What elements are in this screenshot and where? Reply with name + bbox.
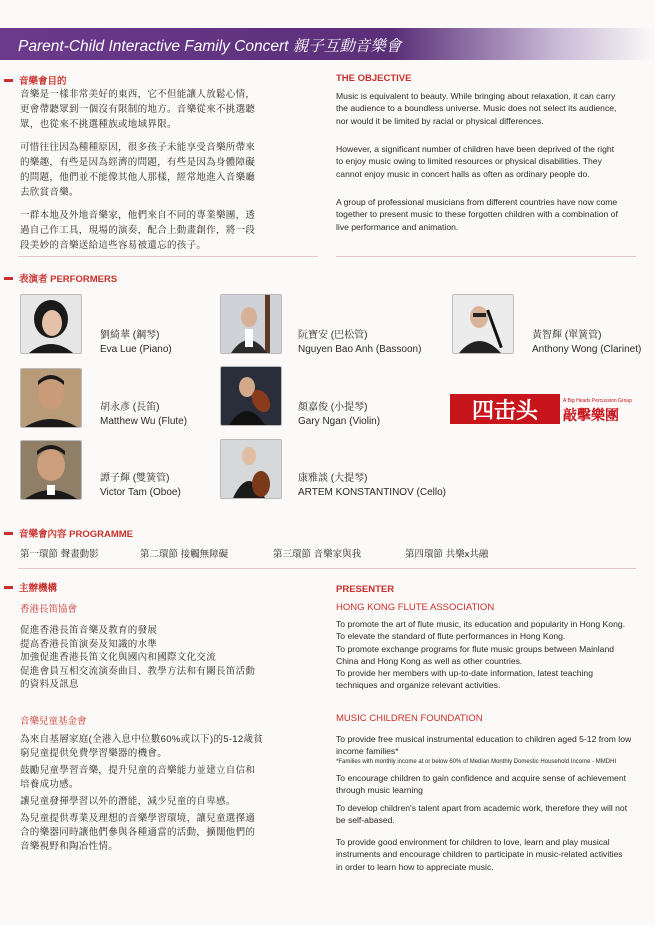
divider — [336, 256, 636, 257]
objective-zh-para-3: 一群本地及外地音樂家，他們來自不同的專業樂團，透 過自己作工具，現場的演奏，配合上動畫創作，將一段 段美妙的音樂送給這些容易被遺忘的孩子。 — [20, 210, 256, 251]
logo-zh-text: 敲擊樂團 — [563, 407, 619, 423]
performer-photo-gary-ngan — [220, 366, 282, 426]
mcf-zh-para-3: 讓兒童發揮學習以外的潛能，減少兒童的自卑感。 — [20, 796, 236, 807]
mcf-zh-para-4: 為兒童提供專業及理想的音樂學習環境，讓兒童選擇適 合的樂器同時讓他們參與各種適當的活動，擴闊他們的 音樂視野和陶冶性情。 — [20, 813, 256, 852]
performer-photo-victor-tam — [20, 440, 82, 500]
mcf-footnote: *Families with monthly income at or below 60% of Median Monthly Domestic Household Income - MMDHI — [336, 758, 617, 765]
mcf-en-name: MUSIC CHILDREN FOUNDATION — [336, 713, 483, 724]
programme-item: 第二環節 接觸無障礙 — [140, 549, 229, 560]
objective-en-para-3: A group of professional musicians from different countries have now come together to present music to these forgotten children with a combination of live performance and animation. — [336, 197, 618, 232]
section-marker — [4, 277, 13, 280]
presenter-en-heading: PRESENTER — [336, 584, 395, 595]
performer-anthony-wong: 黃智輝 (單簧管) Anthony Wong (Clarinet) — [532, 330, 642, 355]
mcf-en-para-4: To provide good environment for children to love, learn and play musical instruments and encourage children to participate in music-related activities in order to learn how to appreciate music. — [336, 837, 623, 872]
mcf-en-para-3: To develop children's talent apart from academic work, therefore they will not be self-abased. — [336, 803, 628, 826]
performer-artem-konstantinov: 康雅談 (大提琴) ARTEM KONSTANTINOV (Cello) — [298, 473, 446, 498]
programme-item: 第一環節 聲畫動影 — [20, 549, 99, 560]
performer-matthew-wu: 胡永彥 (長笛) Matthew Wu (Flute) — [100, 402, 188, 427]
divider — [18, 256, 318, 257]
performers-heading: 表演者 PERFORMERS — [4, 271, 117, 285]
performer-victor-tam: 譚子輝 (雙簧管) Victor Tam (Oboe) — [100, 473, 181, 498]
objective-en-para-1: Music is equivalent to beauty. While bringing about relaxation, it can carry the audience to a boundless universe. Music does not select its audience, nor would it be limited by racial or physical differences. — [336, 91, 617, 126]
objective-zh-heading: 音樂會目的 — [4, 73, 67, 87]
page-title: Parent-Child Interactive Family Concert 親子互動音樂會 — [18, 38, 402, 55]
objective-zh-para-1: 音樂是一樣非常美好的東西，它不但能讓人放鬆心情， 更會帶聽眾到一個沒有限制的地方。音樂從來不挑選聽 眾，也從來不挑選種族或地域界限。 — [20, 89, 256, 130]
mcf-en-para-2: To encourage children to gain confidence and acquire sense of achievement through music learning — [336, 773, 626, 796]
mcf-zh-name: 音樂兒童基金會 — [20, 716, 87, 727]
programme-item: 第三環節 音樂家與我 — [273, 549, 362, 560]
section-marker — [4, 532, 13, 535]
performer-photo-eva-lue — [20, 294, 82, 354]
divider — [18, 568, 636, 569]
section-marker — [4, 586, 13, 589]
mcf-zh-para-1: 為來自基層家庭(全港入息中位數60%或以下)的5-12歲貧 窮兒童提供免費學習樂器的機會。 — [20, 734, 264, 759]
performer-eva-lue: 劉綺華 (鋼琴) Eva Lue (Piano) — [100, 330, 172, 355]
title-banner — [0, 28, 655, 60]
performer-gary-ngan: 顏嘉俊 (小提琴) Gary Ngan (Violin) — [298, 402, 381, 427]
presenter-zh-heading: 主辦機構 — [4, 580, 57, 594]
objective-zh-para-2: 可惜往往因為種種原因，很多孩子未能享受音樂所帶來 的樂趣，有些是因為經濟的問題，有些是因為身體障礙 的問題，他們並不能像其他人那樣，經常地進入音樂廳 去欣賞音樂。 — [20, 142, 256, 198]
logo-main-text: 四击头 — [471, 398, 539, 423]
programme-item: 第四環節 共樂x共融 — [405, 549, 489, 560]
objective-en-para-2: However, a significant number of children have been deprived of the right to enjoy music owing to limited resources or physical disabilities. They cannot enjoy music in concert halls as often as ordinary people do. — [336, 144, 615, 179]
percussion-group-logo — [450, 390, 640, 430]
performer-photo-artem-konstantinov — [220, 439, 282, 499]
hkfa-zh-list: 促進香港長笛音樂及教育的發展 提高香港長笛演奏及知識的水準 加強促進香港長笛文化與國內和國際文化交流 促進會員互相交流演奏曲目、教學方法和有關長笛活動 的資料及訊息 — [20, 625, 256, 690]
performer-photo-anthony-wong — [452, 294, 514, 354]
performer-photo-matthew-wu — [20, 368, 82, 428]
hkfa-zh-name: 香港長笛協會 — [20, 604, 78, 615]
hkfa-en-name: HONG KONG FLUTE ASSOCIATION — [336, 602, 495, 613]
section-marker — [4, 79, 13, 82]
hkfa-en-list: To promote the art of flute music, its education and popularity in Hong Kong. To elevate the standard of flute performances in Hong Kong. To promote exchange programs for flute music groups between Mainland China and Hong Kong as well as other countries. To provide her members with up-to-date information, latest teaching techniques and organize relevant activities. — [336, 619, 626, 691]
performer-nguyen-bao-anh: 阮寶安 (巴松管) Nguyen Bao Anh (Bassoon) — [298, 330, 422, 355]
logo-small-text: A Big Heads Percussion Group — [563, 398, 632, 404]
performer-photo-nguyen-bao-anh — [220, 294, 282, 354]
mcf-zh-para-2: 鼓勵兒童學習音樂，提升兒童的音樂能力並建立自信和 培養成功感。 — [20, 765, 256, 790]
objective-en-heading: THE OBJECTIVE — [336, 73, 412, 84]
programme-heading: 音樂會內容 PROGRAMME — [4, 526, 133, 540]
mcf-en-para-1: To provide free musical instrumental education to children aged 5-12 from low income families* *Families with monthly income at or below 60% of Median Monthly Domestic Household Income - MMDHI — [336, 734, 632, 765]
